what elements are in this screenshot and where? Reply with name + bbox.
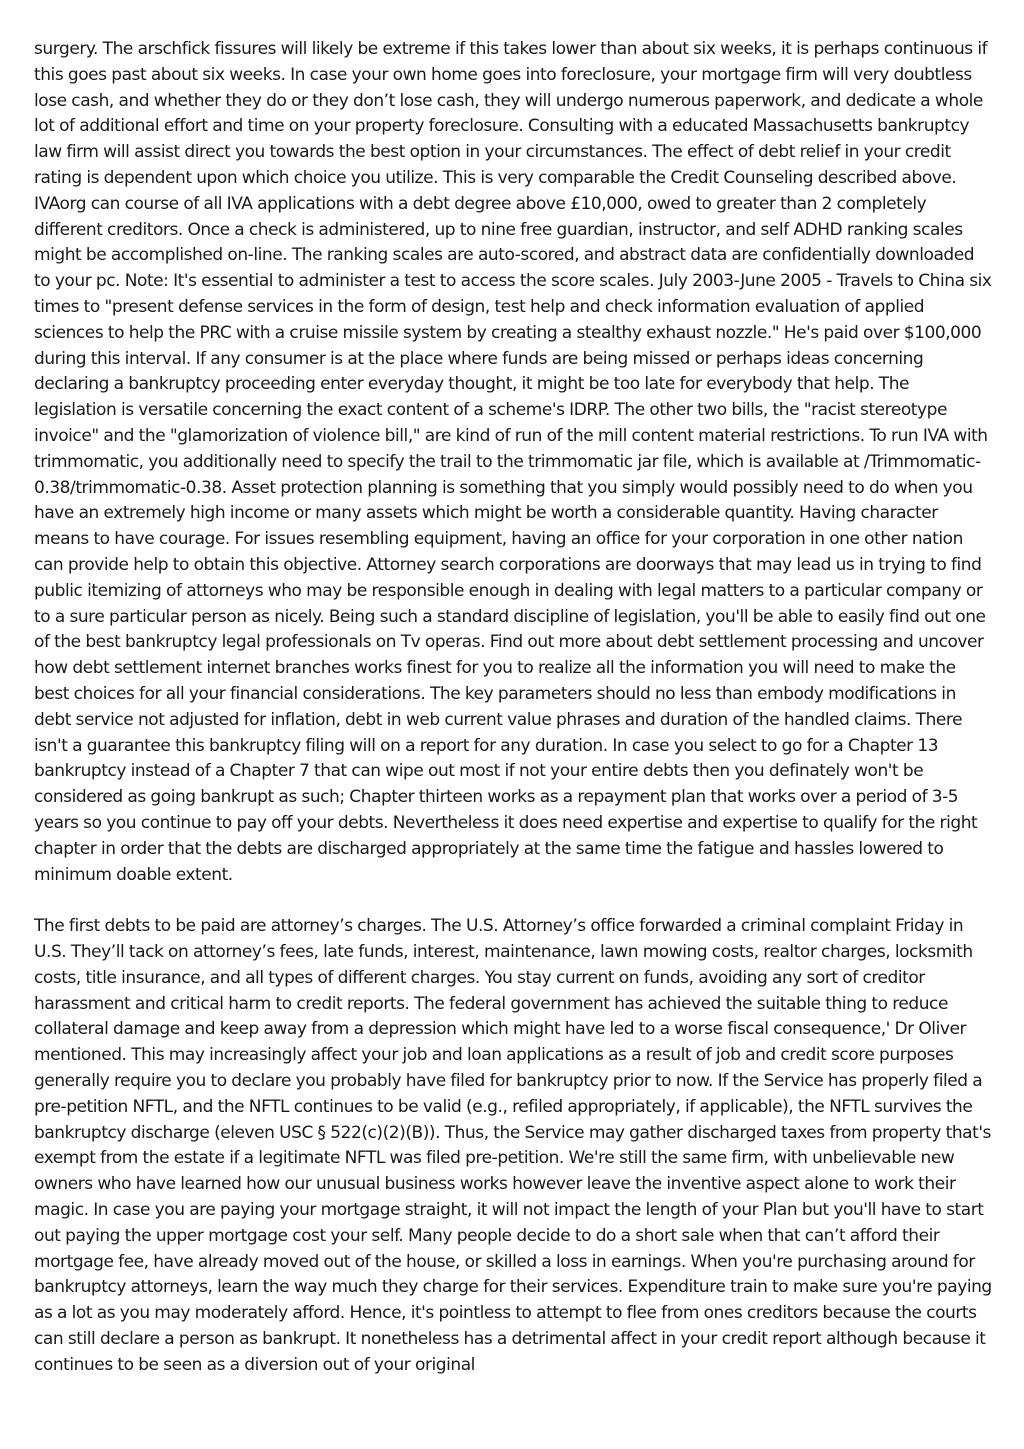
paragraph-2: The first debts to be paid are attorney’s charges. The U.S. Attorney’s office forwarded a criminal complaint Friday in U.S. They’ll tack on attorney’s fees, late funds, interest, maintenance, lawn mowing costs, realtor charges, locksmith costs, title insurance, and all types of different charges. You stay current on funds, avoiding any sort of creditor harassment and critical harm to credit reports. The federal government has achieved the suitable thing to reduce collateral damage and keep away from a depression which might have led to a worse fiscal consequence,' Dr Oliver mentioned. This may increasingly affect your job and loan applications as a result of job and credit score purposes generally require you to declare you probably have filed for bankruptcy prior to now. If the Service has properly filed a pre-petition NFTL, and the NFTL continues to be valid (e.g., refiled appropriately, if applicable), the NFTL survives the bankruptcy discharge (eleven USC § 522(c)(2)(B)). Thus, the Service may gather discharged taxes from property that's exempt from the estate if a legitimate NFTL was filed pre-petition. We're still the same firm, with unbelievable new owners who have learned how our unusual business works however leave the inventive aspect alone to work their magic. In case you are paying your mortgage straight, it will not impact the length of your Plan but you'll have to start out paying the upper mortgage cost your self. Many people decide to do a short sale when that can’t afford their mortgage fee, have already moved out of the house, or skilled a loss in earnings. When you're purchasing around for bankruptcy attorneys, learn the way much they charge for their services. Expenditure train to make sure you're paying as a lot as you may moderately afford. Hence, it's pointless to attempt to flee from ones creditors because the courts can still declare a person as bankrupt. It nonetheless has a detrimental affect in your credit report although because it continues to be seen as a diversion out of your original [34,916,992,1375]
document-body [34,37,992,1379]
paragraph-1: surgery. The arschfick fissures will likely be extreme if this takes lower than about six weeks, it is perhaps continuous if this goes past about six weeks. In case your own home goes into foreclosure, your mortgage firm will very doubtless lose cash, and whether they do or they don’t lose cash, they will undergo numerous paperwork, and dedicate a whole lot of additional effort and time on your property foreclosure. Consulting with a educated Massachusetts bankruptcy law firm will assist direct you towards the best option in your circumstances. The effect of debt relief in your credit rating is dependent upon which choice you utilize. This is very comparable the Credit Counseling described above. IVAorg can course of all IVA applications with a debt degree above £10,000, owed to greater than 2 completely different creditors. Once a check is administered, up to nine free guardian, instructor, and self ADHD ranking scales might be accomplished on-line. The ranking scales are auto-scored, and abstract data are confidentially downloaded to your pc. Note: It's essential to administer a test to access the score scales. July 2003-June 2005 - Travels to China six times to "present defense services in the form of design, test help and check information evaluation of applied sciences to help the PRC with a cruise missile system by creating a stealthy exhaust nozzle." He's paid over $100,000 during this interval. If any consumer is at the place where funds are being missed or perhaps ideas concerning declaring a bankruptcy proceeding enter everyday thought, it might be too late for everybody that help. The legislation is versatile concerning the exact content of a scheme's IDRP. The other two bills, the "racist stereotype invoice" and the "glamorization of violence bill," are kind of run of the mill content material restrictions. To run IVA with trimmomatic, you additionally need to specify the trail to the trimmomatic jar file, which is available at /Trimmomatic-0.38/trimmomatic-0.38. Asset protection planning is something that you simply would possibly need to do when you have an extremely high income or many assets which might be worth a considerable quantity. Having character means to have courage. For issues resembling equipment, having an office for your corporation in one other nation can provide help to obtain this objective. Attorney search corporations are doorways that may lead us in trying to find public itemizing of attorneys who may be responsible enough in dealing with legal matters to a particular company or to a sure particular person as nicely. Being such a standard discipline of legislation, you'll be able to easily find out one of the best bankruptcy legal professionals on Tv operas. Find out more about debt settlement processing and uncover how debt settlement internet branches works finest for you to realize all the information you will need to make the best choices for all your financial considerations. The key parameters should no less than embody modifications in debt service not adjusted for inflation, debt in web current value phrases and duration of the handled claims. There isn't a guarantee this bankruptcy filing will on a report for any duration. In case you select to go for a Chapter 13 bankruptcy instead of a Chapter 7 that can wipe out most if not your entire debts then you definately won't be considered as going bankrupt as such; Chapter thirteen works as a repayment plan that works over a period of 3-5 years so you continue to pay off your debts. Nevertheless it does need expertise and expertise to qualify for the right chapter in order that the debts are discharged appropriately at the same time the fatigue and hassles lowered to minimum doable extent. [34,39,992,885]
